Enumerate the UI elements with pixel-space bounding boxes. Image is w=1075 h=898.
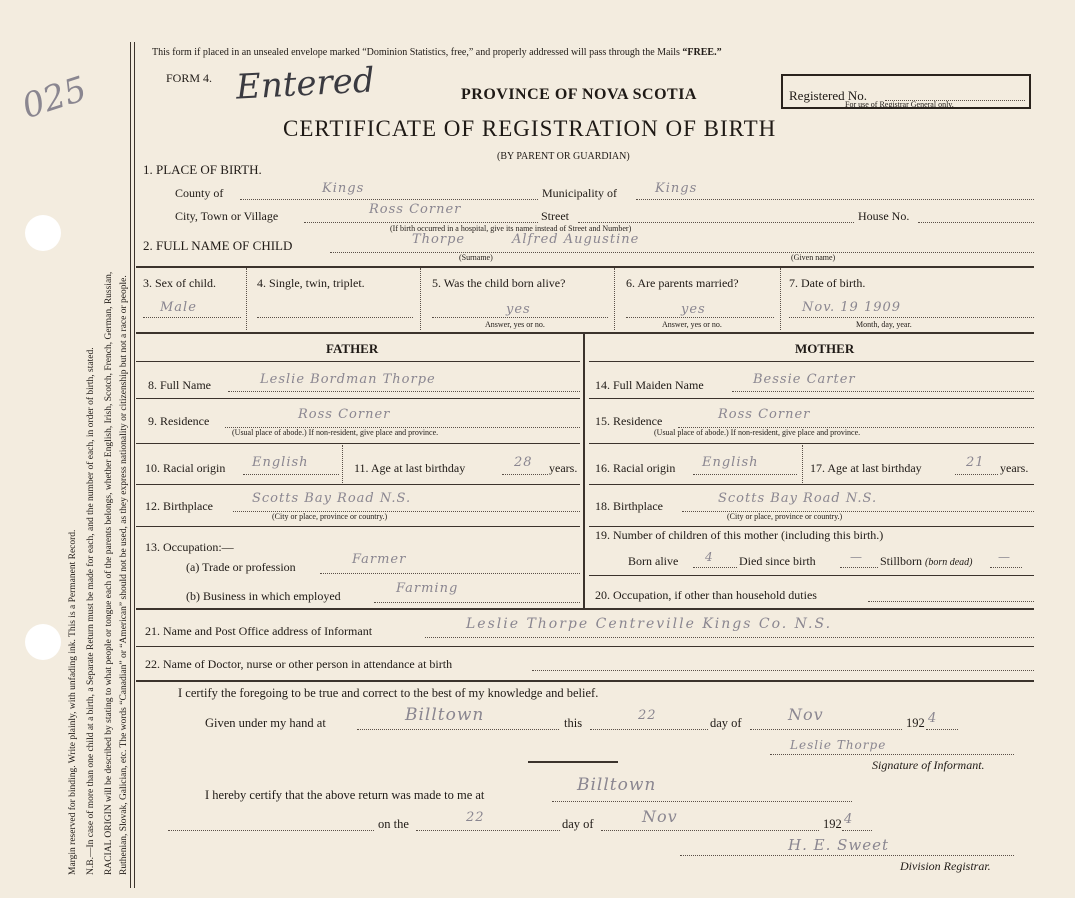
margin-note-3: RACIAL ORIGIN will be described by stating to what people or tongue each of the parents belongs, whether English, Irish, Scotch, French, German, Russian, xyxy=(104,271,114,875)
born-alive-value: yes xyxy=(506,302,531,317)
mother-birthplace-note: (City or place, province or country.) xyxy=(727,512,843,521)
mother-stillborn: Stillborn (born dead) xyxy=(880,554,973,568)
mother-name-label: 14. Full Maiden Name xyxy=(595,378,704,392)
father-trade-label: (a) Trade or profession xyxy=(186,560,296,574)
mother-born-alive-value: 4 xyxy=(705,550,714,564)
father-years-label: years. xyxy=(549,461,578,475)
mother-birthplace-value: Scotts Bay Road N.S. xyxy=(718,491,878,506)
father-birthplace-value: Scotts Bay Road N.S. xyxy=(252,491,412,506)
registrar-signature-label: Division Registrar. xyxy=(900,859,991,873)
date-of-birth-value: Nov. 19 1909 xyxy=(802,300,902,315)
father-abode-note: (Usual place of abode.) If non-resident, give place and province. xyxy=(232,428,439,437)
registrar-signature: H. E. Sweet xyxy=(788,836,889,854)
mother-years-label: years. xyxy=(1000,461,1029,475)
plurality-label: 4. Single, twin, triplet. xyxy=(257,276,365,290)
margin-note-2: N.B.—In case of more than one child at a birth, a Separate Return must be made for each, and the number of each, in order of birth, stated. xyxy=(86,347,96,875)
given-year-suffix: 4 xyxy=(928,711,938,726)
mother-stillborn-value: — xyxy=(998,550,1011,564)
informant-signature-label: Signature of Informant. xyxy=(872,758,985,772)
doctor-label: 22. Name of Doctor, nurse or other person in attendance at birth xyxy=(145,657,453,671)
given-month-value: Nov xyxy=(788,705,824,724)
registrar-day-of-label: day of xyxy=(562,817,594,831)
registered-box xyxy=(781,74,1031,109)
child-name-label: 2. FULL NAME OF CHILD xyxy=(143,238,293,253)
binding-hole-top xyxy=(25,215,61,251)
born-alive-label: 5. Was the child born alive? xyxy=(432,276,566,290)
mother-died-value: — xyxy=(850,550,863,564)
father-business-value: Farming xyxy=(396,581,459,596)
father-occupation-label: 13. Occupation:— xyxy=(145,540,234,554)
city-label: City, Town or Village xyxy=(175,209,279,223)
mother-age-label: 17. Age at last birthday xyxy=(810,461,922,475)
hospital-note: (If birth occurred in a hospital, give its name instead of Street and Number) xyxy=(390,224,632,233)
registrar-year-suffix: 4 xyxy=(844,812,854,827)
on-the-label: on the xyxy=(378,817,409,831)
mother-abode-note: (Usual place of abode.) If non-resident, give place and province. xyxy=(654,428,861,437)
father-name-label: 8. Full Name xyxy=(148,378,211,392)
date-of-birth-label: 7. Date of birth. xyxy=(789,276,866,290)
sex-label: 3. Sex of child. xyxy=(143,276,216,290)
certificate-divider xyxy=(528,761,618,763)
margin-rule-inner xyxy=(134,42,135,888)
registrar-statement: I hereby certify that the above return was made to me at xyxy=(205,788,485,802)
municipality-label: Municipality of xyxy=(542,186,617,200)
mother-birthplace-label: 18. Birthplace xyxy=(595,499,663,513)
child-surname: Thorpe xyxy=(412,232,466,247)
father-residence-label: 9. Residence xyxy=(148,414,210,428)
certificate-title: CERTIFICATE OF REGISTRATION OF BIRTH xyxy=(283,116,777,141)
day-of-label: day of xyxy=(710,716,742,730)
informant-signature: Leslie Thorpe xyxy=(790,738,887,752)
father-age-value: 28 xyxy=(514,455,533,470)
parents-married-value: yes xyxy=(681,302,706,317)
father-birthplace-note: (City or place, province or country.) xyxy=(272,512,388,521)
sex-value: Male xyxy=(160,300,197,315)
given-place-value: Billtown xyxy=(405,705,485,725)
mother-heading: MOTHER xyxy=(795,341,855,356)
margin-rule-outer xyxy=(130,42,131,888)
mother-racial-label: 16. Racial origin xyxy=(595,461,676,475)
father-trade-value: Farmer xyxy=(352,552,407,567)
form-number: FORM 4. xyxy=(166,71,213,85)
given-under-label: Given under my hand at xyxy=(205,716,326,730)
mother-children-label: 19. Number of children of this mother (including this birth.) xyxy=(595,528,884,542)
parents-married-label: 6. Are parents married? xyxy=(626,276,739,290)
surname-note: (Surname) xyxy=(459,253,493,262)
mother-racial-value: English xyxy=(702,455,759,470)
father-name-value: Leslie Bordman Thorpe xyxy=(260,372,436,387)
mother-name-value: Bessie Carter xyxy=(753,372,856,387)
mail-notice: This form if placed in an unsealed envelope marked “Dominion Statistics, free,” and properly addressed will pass through the Mails “FREE.” xyxy=(152,47,722,58)
margin-note-1: Margin reserved for binding. Write plainly, with unfading ink. This is a Permanent Record. xyxy=(68,529,78,875)
mother-occupation-label: 20. Occupation, if other than household duties xyxy=(595,588,817,602)
father-racial-value: English xyxy=(252,455,309,470)
margin-number: 025 xyxy=(17,68,92,128)
given-year-prefix: 192 xyxy=(906,716,925,730)
registrar-place-value: Billtown xyxy=(577,775,657,795)
mother-residence-value: Ross Corner xyxy=(718,407,811,422)
this-label: this xyxy=(564,716,583,730)
registered-note: For use of Registrar General only. xyxy=(845,100,954,109)
father-age-label: 11. Age at last birthday xyxy=(354,461,466,475)
place-of-birth-heading: 1. PLACE OF BIRTH. xyxy=(143,162,262,177)
house-no-label: House No. xyxy=(858,209,910,223)
registered-label: Registered No. xyxy=(789,88,867,103)
parents-married-note: Answer, yes or no. xyxy=(662,320,722,329)
registrar-year-prefix: 192 xyxy=(823,817,842,831)
province-title: PROVINCE OF NOVA SCOTIA xyxy=(461,86,697,103)
binding-hole-bottom xyxy=(25,624,61,660)
entered-stamp: Entered xyxy=(235,60,376,108)
county-label: County of xyxy=(175,186,224,200)
given-name-note: (Given name) xyxy=(791,253,836,262)
margin-note-4: Ruthenian, Slovak, Galician, etc. The words “Canadian” or “American” should not be used, as they express nationality or citizenship but not a race or people. xyxy=(119,275,129,875)
informant-label: 21. Name and Post Office address of Informant xyxy=(145,624,373,638)
certificate-subtitle: (BY PARENT OR GUARDIAN) xyxy=(497,151,630,162)
father-business-label: (b) Business in which employed xyxy=(186,589,341,603)
city-value: Ross Corner xyxy=(369,202,462,217)
informant-statement: I certify the foregoing to be true and correct to the best of my knowledge and belief. xyxy=(178,686,599,700)
mother-age-value: 21 xyxy=(966,455,985,470)
father-heading: FATHER xyxy=(326,341,379,356)
registrar-day-value: 22 xyxy=(466,810,485,825)
given-day-value: 22 xyxy=(638,708,657,723)
date-of-birth-note: Month, day, year. xyxy=(856,320,912,329)
municipality-value: Kings xyxy=(655,181,698,196)
registrar-month-value: Nov xyxy=(642,807,678,826)
born-alive-note: Answer, yes or no. xyxy=(485,320,545,329)
father-birthplace-label: 12. Birthplace xyxy=(145,499,213,513)
father-racial-label: 10. Racial origin xyxy=(145,461,226,475)
county-value: Kings xyxy=(322,181,365,196)
informant-value: Leslie Thorpe Centreville Kings Co. N.S. xyxy=(466,616,833,632)
mother-residence-label: 15. Residence xyxy=(595,414,663,428)
father-residence-value: Ross Corner xyxy=(298,407,391,422)
mother-died-label: Died since birth xyxy=(739,554,816,568)
mother-born-alive-label: Born alive xyxy=(628,554,679,568)
free-label: “FREE.” xyxy=(682,47,722,58)
child-given-name: Alfred Augustine xyxy=(512,232,640,247)
street-label: Street xyxy=(541,209,569,223)
